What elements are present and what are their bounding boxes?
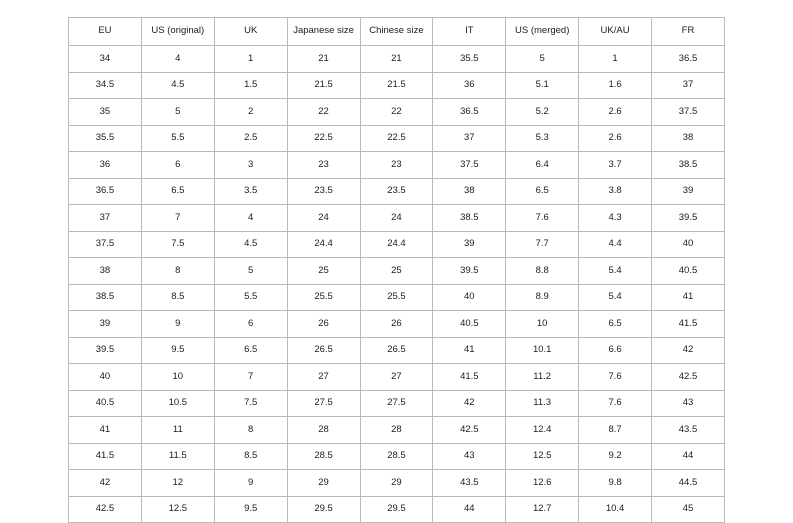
table-cell: 26.5 [287, 337, 360, 364]
table-cell: 7.6 [506, 205, 579, 232]
table-cell: 22.5 [287, 125, 360, 152]
column-header-uk: UK [214, 18, 287, 46]
table-cell: 21.5 [360, 72, 433, 99]
table-cell: 9 [141, 311, 214, 338]
table-cell: 11.3 [506, 390, 579, 417]
table-cell: 9.5 [141, 337, 214, 364]
table-cell: 40 [69, 364, 142, 391]
table-cell: 8 [214, 417, 287, 444]
table-cell: 8.9 [506, 284, 579, 311]
table-cell: 24.4 [287, 231, 360, 258]
table-cell: 26.5 [360, 337, 433, 364]
table-row [69, 205, 725, 232]
table-cell: 42.5 [652, 364, 725, 391]
table-cell: 7.6 [579, 390, 652, 417]
table-cell: 6.4 [506, 152, 579, 179]
table-cell: 36.5 [69, 178, 142, 205]
table-row [69, 72, 725, 99]
table-cell: 42 [433, 390, 506, 417]
table-cell: 12 [141, 470, 214, 497]
table-cell: 42.5 [433, 417, 506, 444]
table-cell: 9.2 [579, 443, 652, 470]
table-cell: 5.3 [506, 125, 579, 152]
table-cell: 8.5 [214, 443, 287, 470]
table-cell: 44 [652, 443, 725, 470]
table-row [69, 99, 725, 126]
table-cell: 38 [69, 258, 142, 285]
table-cell: 3.5 [214, 178, 287, 205]
table-cell: 22 [287, 99, 360, 126]
table-cell: 42 [652, 337, 725, 364]
table-cell: 12.4 [506, 417, 579, 444]
table-cell: 7.6 [579, 364, 652, 391]
column-header-uk-au: UK/AU [579, 18, 652, 46]
table-cell: 8.7 [579, 417, 652, 444]
table-cell: 3 [214, 152, 287, 179]
table-cell: 4 [141, 46, 214, 73]
table-cell: 37.5 [433, 152, 506, 179]
table-cell: 2 [214, 99, 287, 126]
table-cell: 12.5 [141, 496, 214, 523]
table-cell: 34.5 [69, 72, 142, 99]
table-cell: 38.5 [433, 205, 506, 232]
table-cell: 6.5 [506, 178, 579, 205]
table-cell: 41 [652, 284, 725, 311]
column-header-chinese-size: Chinese size [360, 18, 433, 46]
table-cell: 1 [579, 46, 652, 73]
table-row [69, 125, 725, 152]
table-cell: 27.5 [287, 390, 360, 417]
table-cell: 27 [287, 364, 360, 391]
table-body [69, 46, 725, 523]
table-cell: 27 [360, 364, 433, 391]
table-cell: 7.5 [214, 390, 287, 417]
table-cell: 10.1 [506, 337, 579, 364]
table-cell: 24 [287, 205, 360, 232]
table-cell: 29.5 [287, 496, 360, 523]
shoe-size-conversion-table [68, 17, 725, 523]
table-cell: 25 [360, 258, 433, 285]
table-cell: 41.5 [652, 311, 725, 338]
table-cell: 35.5 [69, 125, 142, 152]
table-cell: 10 [141, 364, 214, 391]
table-cell: 1.5 [214, 72, 287, 99]
table-cell: 37 [433, 125, 506, 152]
table-cell: 38 [652, 125, 725, 152]
table-row [69, 470, 725, 497]
table-cell: 29.5 [360, 496, 433, 523]
table-cell: 40.5 [433, 311, 506, 338]
table-cell: 5.5 [141, 125, 214, 152]
table-cell: 37.5 [652, 99, 725, 126]
table-cell: 4.4 [579, 231, 652, 258]
table-cell: 41 [433, 337, 506, 364]
table-cell: 37 [652, 72, 725, 99]
table-cell: 12.6 [506, 470, 579, 497]
table-cell: 41.5 [433, 364, 506, 391]
table-cell: 7.7 [506, 231, 579, 258]
table-cell: 44.5 [652, 470, 725, 497]
table-cell: 35.5 [433, 46, 506, 73]
column-header-eu: EU [69, 18, 142, 46]
table-cell: 5 [214, 258, 287, 285]
table-cell: 40.5 [69, 390, 142, 417]
table-cell: 5.4 [579, 258, 652, 285]
table-row [69, 443, 725, 470]
table-cell: 28.5 [360, 443, 433, 470]
table-cell: 8 [141, 258, 214, 285]
table-header [69, 18, 725, 46]
table-cell: 6.6 [579, 337, 652, 364]
table-cell: 43 [433, 443, 506, 470]
table-cell: 22.5 [360, 125, 433, 152]
table-cell: 12.7 [506, 496, 579, 523]
table-cell: 39.5 [652, 205, 725, 232]
table-header-row [69, 18, 725, 46]
table-row [69, 46, 725, 73]
table-cell: 25.5 [360, 284, 433, 311]
column-header-it: IT [433, 18, 506, 46]
table-row [69, 390, 725, 417]
table-row [69, 311, 725, 338]
table-cell: 5.1 [506, 72, 579, 99]
table-cell: 23.5 [287, 178, 360, 205]
table-cell: 39 [433, 231, 506, 258]
table-cell: 22 [360, 99, 433, 126]
table-cell: 10.5 [141, 390, 214, 417]
table-cell: 10 [506, 311, 579, 338]
table-cell: 36 [433, 72, 506, 99]
column-header-us-original: US (original) [141, 18, 214, 46]
table-cell: 43.5 [433, 470, 506, 497]
table-cell: 2.5 [214, 125, 287, 152]
table-cell: 1 [214, 46, 287, 73]
table-cell: 6.5 [579, 311, 652, 338]
table-cell: 9.8 [579, 470, 652, 497]
table-row [69, 364, 725, 391]
table-cell: 40 [652, 231, 725, 258]
table-cell: 5.4 [579, 284, 652, 311]
table-cell: 11 [141, 417, 214, 444]
table-cell: 6 [141, 152, 214, 179]
table-cell: 29 [287, 470, 360, 497]
table-cell: 34 [69, 46, 142, 73]
table-cell: 36 [69, 152, 142, 179]
table-cell: 29 [360, 470, 433, 497]
table-cell: 39 [69, 311, 142, 338]
column-header-us-merged: US (merged) [506, 18, 579, 46]
column-header-japanese-size: Japanese size [287, 18, 360, 46]
table-cell: 39 [652, 178, 725, 205]
table-cell: 11.2 [506, 364, 579, 391]
table-cell: 37.5 [69, 231, 142, 258]
table-cell: 1.6 [579, 72, 652, 99]
table-row [69, 337, 725, 364]
table-cell: 11.5 [141, 443, 214, 470]
table-cell: 42.5 [69, 496, 142, 523]
table-cell: 37 [69, 205, 142, 232]
table-cell: 4.5 [214, 231, 287, 258]
table-cell: 10.4 [579, 496, 652, 523]
table-cell: 27.5 [360, 390, 433, 417]
table-cell: 28 [287, 417, 360, 444]
table-cell: 38 [433, 178, 506, 205]
table-cell: 25 [287, 258, 360, 285]
table-cell: 40 [433, 284, 506, 311]
table-cell: 2.6 [579, 99, 652, 126]
table-cell: 28 [360, 417, 433, 444]
table-cell: 41 [69, 417, 142, 444]
table-cell: 4.5 [141, 72, 214, 99]
table-cell: 7.5 [141, 231, 214, 258]
table-cell: 6.5 [214, 337, 287, 364]
table-cell: 24.4 [360, 231, 433, 258]
table-row [69, 178, 725, 205]
table-cell: 42 [69, 470, 142, 497]
table-row [69, 496, 725, 523]
table-cell: 5 [141, 99, 214, 126]
table-cell: 8.8 [506, 258, 579, 285]
table-row [69, 417, 725, 444]
table-cell: 5.5 [214, 284, 287, 311]
table-cell: 23 [360, 152, 433, 179]
table-cell: 36.5 [433, 99, 506, 126]
table-cell: 36.5 [652, 46, 725, 73]
table-cell: 43 [652, 390, 725, 417]
table-cell: 21.5 [287, 72, 360, 99]
table-cell: 26 [360, 311, 433, 338]
table-cell: 4.3 [579, 205, 652, 232]
table-row [69, 258, 725, 285]
table-cell: 23 [287, 152, 360, 179]
table-cell: 28.5 [287, 443, 360, 470]
table-cell: 7 [214, 364, 287, 391]
table-cell: 6 [214, 311, 287, 338]
table-cell: 26 [287, 311, 360, 338]
table-cell: 2.6 [579, 125, 652, 152]
table-cell: 9.5 [214, 496, 287, 523]
table-cell: 39.5 [433, 258, 506, 285]
table-cell: 40.5 [652, 258, 725, 285]
table-cell: 4 [214, 205, 287, 232]
table-cell: 9 [214, 470, 287, 497]
table-cell: 35 [69, 99, 142, 126]
table-cell: 5.2 [506, 99, 579, 126]
table-cell: 12.5 [506, 443, 579, 470]
table-cell: 39.5 [69, 337, 142, 364]
table-cell: 45 [652, 496, 725, 523]
table-cell: 21 [360, 46, 433, 73]
table-cell: 5 [506, 46, 579, 73]
table-cell: 44 [433, 496, 506, 523]
table-row [69, 284, 725, 311]
table-cell: 43.5 [652, 417, 725, 444]
table-cell: 3.8 [579, 178, 652, 205]
table-cell: 41.5 [69, 443, 142, 470]
table-cell: 38.5 [652, 152, 725, 179]
table-cell: 24 [360, 205, 433, 232]
table-cell: 21 [287, 46, 360, 73]
table-cell: 7 [141, 205, 214, 232]
table-cell: 25.5 [287, 284, 360, 311]
column-header-fr: FR [652, 18, 725, 46]
table-cell: 3.7 [579, 152, 652, 179]
table-cell: 38.5 [69, 284, 142, 311]
table-row [69, 231, 725, 258]
table-cell: 8.5 [141, 284, 214, 311]
table-cell: 6.5 [141, 178, 214, 205]
table-row [69, 152, 725, 179]
table-cell: 23.5 [360, 178, 433, 205]
